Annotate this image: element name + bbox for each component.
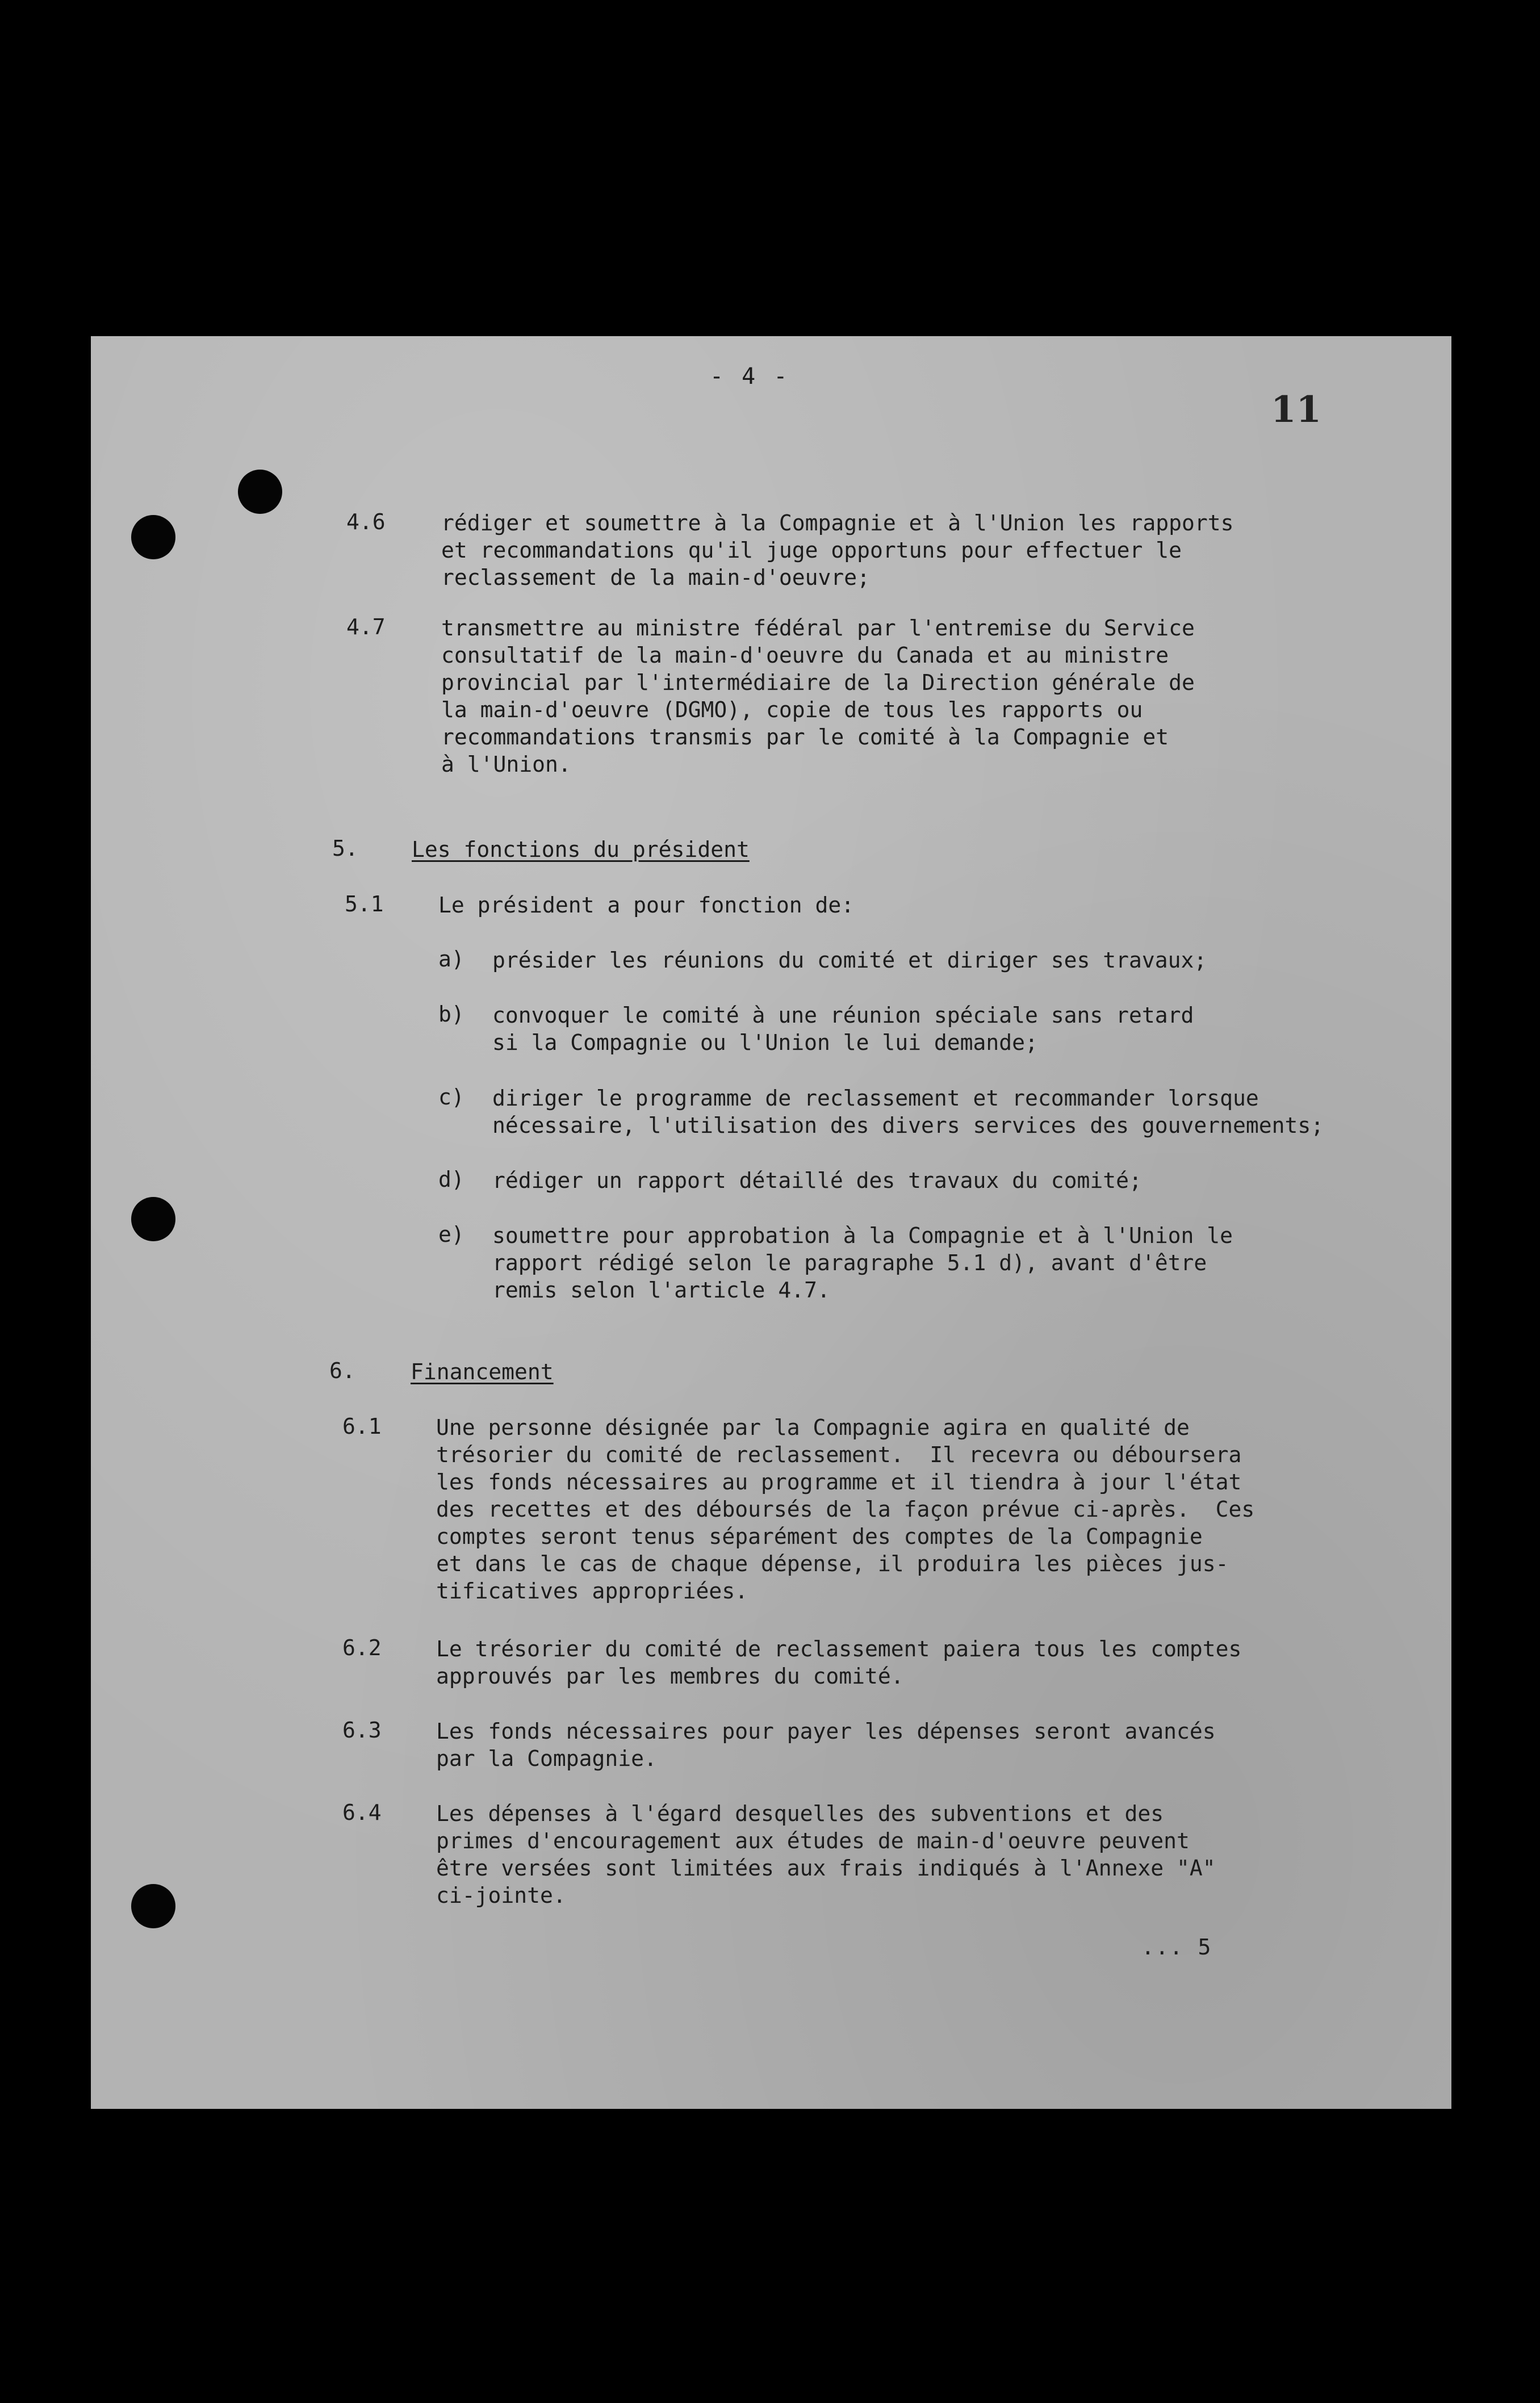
section-5-1-text: Le président a pour fonction de: [438, 893, 855, 918]
item-c-text: diriger le programme de reclassement et recommander lorsque nécessaire, l'utilisation des divers services des gouvernements; [492, 1086, 1324, 1138]
continued-marker: ... 5 [1141, 1935, 1212, 1960]
item-letter-b: b) [438, 1002, 464, 1027]
item-letter-e: e) [438, 1222, 464, 1247]
section-5-heading: Les fonctions du président [412, 837, 750, 862]
item-a-text: présider les réunions du comité et diriger ses travaux; [492, 948, 1207, 973]
punch-hole-3 [131, 1197, 175, 1241]
section-number-4-6: 4.6 [346, 509, 386, 534]
document-page [91, 336, 1451, 2109]
section-number-6-1: 6.1 [342, 1414, 382, 1439]
section-6-1-text: Une personne désignée par la Compagnie agira en qualité de trésorier du comité de reclassement. Il recevra ou déboursera les fonds nécessaires au programme et il tiendra à jour l'état des recettes et des déboursés de la façon prévue ci-après. Ces comptes seront tenus séparément des comptes de la Compagnie et dans le cas de chaque dépense, il produira les pièces jus- tificatives appropriées. [436, 1415, 1255, 1604]
section-6-3-text: Les fonds nécessaires pour payer les dépenses seront avancés par la Compagnie. [436, 1719, 1216, 1771]
item-letter-d: d) [438, 1167, 464, 1192]
section-number-6-4: 6.4 [342, 1800, 382, 1825]
section-number-5: 5. [332, 836, 358, 861]
item-d-text: rédiger un rapport détaillé des travaux du comité; [492, 1168, 1142, 1193]
punch-hole-2 [131, 515, 175, 559]
section-6-4-text: Les dépenses à l'égard desquelles des subventions et des primes d'encouragement aux études de main-d'oeuvre peuvent être versées sont limitées aux frais indiqués à l'Annexe "A" ci-jointe. [436, 1801, 1216, 1908]
page-number: - 4 - [710, 363, 790, 390]
item-letter-c: c) [438, 1085, 464, 1110]
section-number-6-3: 6.3 [342, 1718, 382, 1743]
section-6-2-text: Le trésorier du comité de reclassement paiera tous les comptes approuvés par les membres du comité. [436, 1636, 1242, 1689]
section-number-6-2: 6.2 [342, 1635, 382, 1660]
section-4-6-text: rédiger et soumettre à la Compagnie et à l'Union les rapports et recommandations qu'il juge opportuns pour effectuer le reclassement de la main-d'oeuvre; [441, 510, 1234, 590]
item-letter-a: a) [438, 947, 464, 972]
section-4-7-text: transmettre au ministre fédéral par l'entremise du Service consultatif de la main-d'oeuvre du Canada et au ministre provincial par l'intermédiaire de la Direction générale de la main-d'oeuvre (DGMO), copie de tous les rapports ou recommandations transmis par le comité à la Compagnie et à l'Union. [441, 616, 1195, 777]
section-6-heading: Financement [411, 1359, 554, 1384]
section-number-5-1: 5.1 [345, 891, 384, 916]
item-e-text: soumettre pour approbation à la Compagnie et à l'Union le rapport rédigé selon le paragraphe 5.1 d), avant d'être remis selon l'article 4.7. [492, 1223, 1233, 1303]
punch-hole-1 [238, 470, 282, 514]
section-number-6: 6. [329, 1358, 355, 1383]
punch-hole-4 [131, 1884, 175, 1928]
section-number-4-7: 4.7 [346, 614, 386, 639]
stamp-number: 11 [1271, 388, 1322, 431]
item-b-text: convoquer le comité à une réunion spéciale sans retard si la Compagnie ou l'Union le lui demande; [492, 1003, 1194, 1055]
